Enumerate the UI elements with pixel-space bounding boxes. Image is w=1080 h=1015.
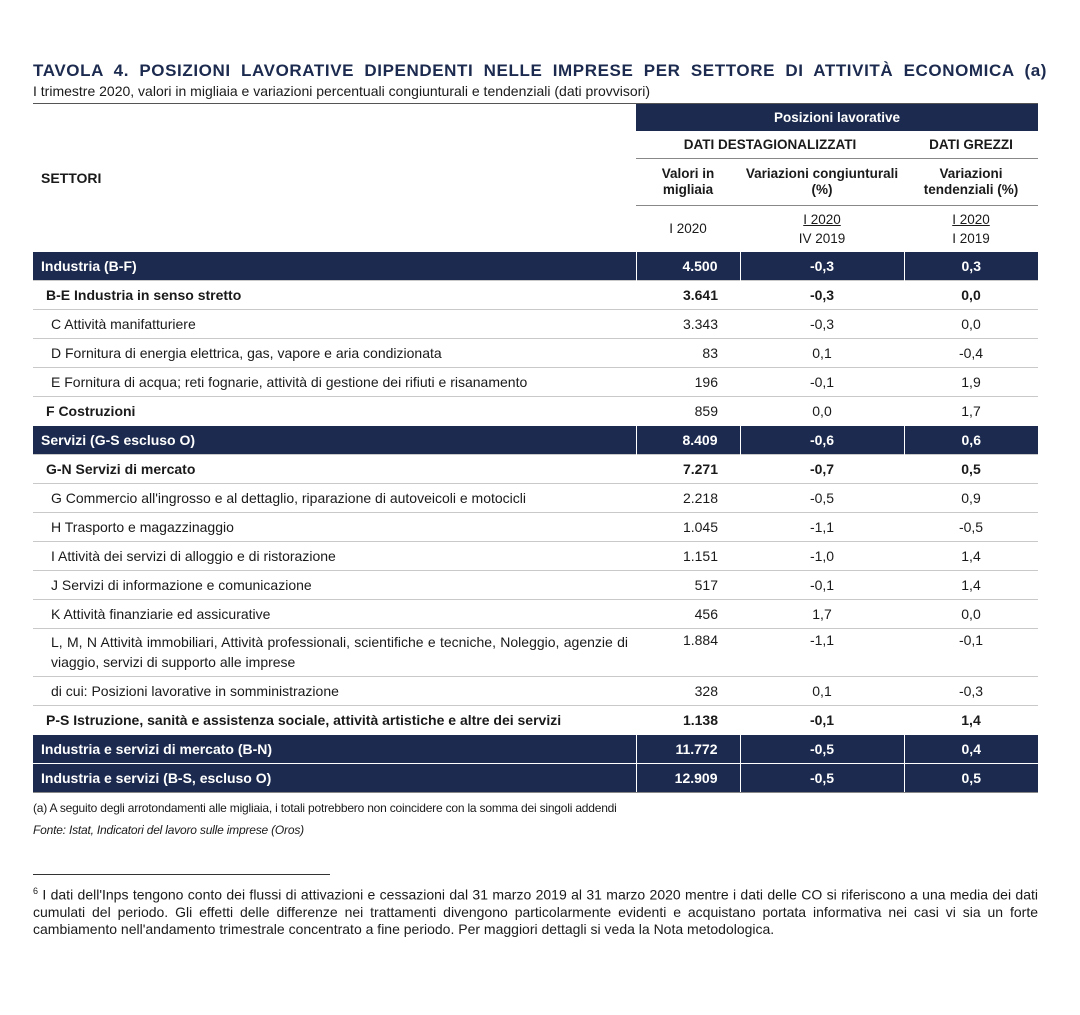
header-dati-destagionalizzati: DATI DESTAGIONALIZZATI xyxy=(636,131,904,159)
table-row xyxy=(33,426,1038,455)
table-header xyxy=(33,104,1038,252)
sector-label: B-E Industria in senso stretto xyxy=(33,281,636,310)
period-tendenziali xyxy=(904,206,1038,252)
value-migliaia: 4.500 xyxy=(636,252,740,281)
variation-congiunturale: -0,7 xyxy=(740,455,904,484)
variation-congiunturale: -0,3 xyxy=(740,252,904,281)
table-row xyxy=(33,455,1038,484)
variation-tendenziale: -0,3 xyxy=(904,677,1038,706)
table-row xyxy=(33,484,1038,513)
value-migliaia: 196 xyxy=(636,368,740,397)
value-migliaia: 1.045 xyxy=(636,513,740,542)
variation-congiunturale: -0,3 xyxy=(740,310,904,339)
variation-tendenziale: 0,0 xyxy=(904,600,1038,629)
table-body xyxy=(33,252,1038,793)
header-posizioni-lavorative: Posizioni lavorative xyxy=(636,104,1038,131)
period-tend-top: I 2020 xyxy=(952,211,990,227)
sector-label: Servizi (G-S escluso O) xyxy=(33,426,636,455)
variation-tendenziale: 0,4 xyxy=(904,735,1038,764)
header-valori-migliaia: Valori in migliaia xyxy=(636,159,740,206)
value-migliaia: 1.884 xyxy=(636,629,740,677)
variation-congiunturale: 0,1 xyxy=(740,339,904,368)
table-row xyxy=(33,368,1038,397)
table-row xyxy=(33,281,1038,310)
value-migliaia: 8.409 xyxy=(636,426,740,455)
value-migliaia: 12.909 xyxy=(636,764,740,793)
table-notes xyxy=(33,797,1038,841)
variation-tendenziale: 0,5 xyxy=(904,455,1038,484)
header-variazioni-tendenziali: Variazioni tendenziali (%) xyxy=(904,159,1038,206)
table-row xyxy=(33,513,1038,542)
period-cong-top: I 2020 xyxy=(803,211,841,227)
sector-label: C Attività manifatturiere xyxy=(33,310,636,339)
table-row xyxy=(33,706,1038,735)
variation-congiunturale: -0,3 xyxy=(740,281,904,310)
value-migliaia: 7.271 xyxy=(636,455,740,484)
header-dati-grezzi: DATI GREZZI xyxy=(904,131,1038,159)
table-row xyxy=(33,571,1038,600)
sector-label: H Trasporto e magazzinaggio xyxy=(33,513,636,542)
sector-label: G-N Servizi di mercato xyxy=(33,455,636,484)
variation-congiunturale: -0,5 xyxy=(740,735,904,764)
table-subtitle: I trimestre 2020, valori in migliaia e variazioni percentuali congiunturali e tendenziali (dati provvisori) xyxy=(33,83,651,99)
variation-tendenziale: -0,1 xyxy=(904,629,1038,677)
value-migliaia: 328 xyxy=(636,677,740,706)
variation-tendenziale: 0,6 xyxy=(904,426,1038,455)
note-a: (a) A seguito degli arrotondamenti alle migliaia, i totali potrebbero non coincidere con la somma dei singoli addendi xyxy=(33,801,617,815)
sector-label: P-S Istruzione, sanità e assistenza sociale, attività artistiche e altre dei servizi xyxy=(33,706,636,735)
period-valori-label: I 2020 xyxy=(669,221,707,236)
value-migliaia: 859 xyxy=(636,397,740,426)
sector-label: G Commercio all'ingrosso e al dettaglio, riparazione di autoveicoli e motocicli xyxy=(33,484,636,513)
variation-tendenziale: -0,4 xyxy=(904,339,1038,368)
value-migliaia: 3.641 xyxy=(636,281,740,310)
table-row xyxy=(33,764,1038,793)
period-valori xyxy=(636,206,740,252)
sector-label: J Servizi di informazione e comunicazione xyxy=(33,571,636,600)
header-settori: SETTORI xyxy=(41,169,102,186)
variation-congiunturale: 0,1 xyxy=(740,677,904,706)
employment-table xyxy=(33,104,1038,793)
variation-congiunturale: 0,0 xyxy=(740,397,904,426)
value-migliaia: 11.772 xyxy=(636,735,740,764)
table-row xyxy=(33,397,1038,426)
variation-congiunturale: -0,6 xyxy=(740,426,904,455)
footnote-rule xyxy=(33,874,330,875)
variation-congiunturale: -1,1 xyxy=(740,629,904,677)
value-migliaia: 2.218 xyxy=(636,484,740,513)
sector-label: E Fornitura di acqua; reti fognarie, attività di gestione dei rifiuti e risanamento xyxy=(33,368,636,397)
variation-congiunturale: -0,5 xyxy=(740,484,904,513)
table-row xyxy=(33,310,1038,339)
sector-label: D Fornitura di energia elettrica, gas, vapore e aria condizionata xyxy=(33,339,636,368)
document-page xyxy=(33,60,1048,937)
variation-tendenziale: 1,7 xyxy=(904,397,1038,426)
variation-tendenziale: -0,5 xyxy=(904,513,1038,542)
footnote-text: I dati dell'Inps tengono conto dei flussi di attivazioni e cessazioni dal 31 marzo 2019 al 31 marzo 2020 mentre i dati delle CO si riferiscono a una media dei dati cumulati del periodo. Gli effetti delle differenze nei trattamenti divengono particolarmente evidenti e acquistano portata informativa nei casi vi sia un forte cambiamento nell'andamento trimestrale concentrato a fine periodo. Per maggiori dettagli si veda la Nota metodologica. xyxy=(33,886,1038,937)
value-migliaia: 456 xyxy=(636,600,740,629)
sector-label: Industria (B-F) xyxy=(33,252,636,281)
period-congiunturali xyxy=(740,206,904,252)
footnote xyxy=(33,883,1038,938)
sector-label: K Attività finanziarie ed assicurative xyxy=(33,600,636,629)
variation-congiunturale: -1,1 xyxy=(740,513,904,542)
table-title: TAVOLA 4. POSIZIONI LAVORATIVE DIPENDENTI NELLE IMPRESE PER SETTORE DI ATTIVITÀ ECONOMICA (a) xyxy=(33,61,1048,80)
period-tend-bottom: I 2019 xyxy=(952,230,990,246)
variation-tendenziale: 1,9 xyxy=(904,368,1038,397)
footnote-marker: 6 xyxy=(33,886,39,896)
sector-label: di cui: Posizioni lavorative in somministrazione xyxy=(33,677,636,706)
table-row xyxy=(33,542,1038,571)
sector-label: F Costruzioni xyxy=(33,397,636,426)
variation-tendenziale: 0,9 xyxy=(904,484,1038,513)
table-row xyxy=(33,252,1038,281)
header-variazioni-congiunturali: Variazioni congiunturali (%) xyxy=(740,159,904,206)
variation-congiunturale: -0,1 xyxy=(740,571,904,600)
variation-congiunturale: -0,1 xyxy=(740,368,904,397)
value-migliaia: 3.343 xyxy=(636,310,740,339)
sector-label: Industria e servizi di mercato (B-N) xyxy=(33,735,636,764)
value-migliaia: 517 xyxy=(636,571,740,600)
source-note: Fonte: Istat, Indicatori del lavoro sulle imprese (Oros) xyxy=(33,823,304,837)
table-row xyxy=(33,629,1038,677)
variation-congiunturale: -0,5 xyxy=(740,764,904,793)
table-row xyxy=(33,677,1038,706)
variation-tendenziale: 0,0 xyxy=(904,310,1038,339)
sector-label: L, M, N Attività immobiliari, Attività professionali, scientifiche e tecniche, Noleggio, agenzie di viaggio, servizi di supporto alle imprese xyxy=(33,629,636,677)
variation-congiunturale: -0,1 xyxy=(740,706,904,735)
value-migliaia: 1.138 xyxy=(636,706,740,735)
variation-tendenziale: 1,4 xyxy=(904,571,1038,600)
table-row xyxy=(33,339,1038,368)
variation-congiunturale: -1,0 xyxy=(740,542,904,571)
variation-congiunturale: 1,7 xyxy=(740,600,904,629)
value-migliaia: 1.151 xyxy=(636,542,740,571)
period-cong-bottom: IV 2019 xyxy=(798,230,846,246)
table-row xyxy=(33,735,1038,764)
sector-label: Industria e servizi (B-S, escluso O) xyxy=(33,764,636,793)
variation-tendenziale: 0,5 xyxy=(904,764,1038,793)
sector-label: I Attività dei servizi di alloggio e di ristorazione xyxy=(33,542,636,571)
variation-tendenziale: 1,4 xyxy=(904,706,1038,735)
variation-tendenziale: 0,0 xyxy=(904,281,1038,310)
variation-tendenziale: 1,4 xyxy=(904,542,1038,571)
value-migliaia: 83 xyxy=(636,339,740,368)
table-row xyxy=(33,600,1038,629)
variation-tendenziale: 0,3 xyxy=(904,252,1038,281)
